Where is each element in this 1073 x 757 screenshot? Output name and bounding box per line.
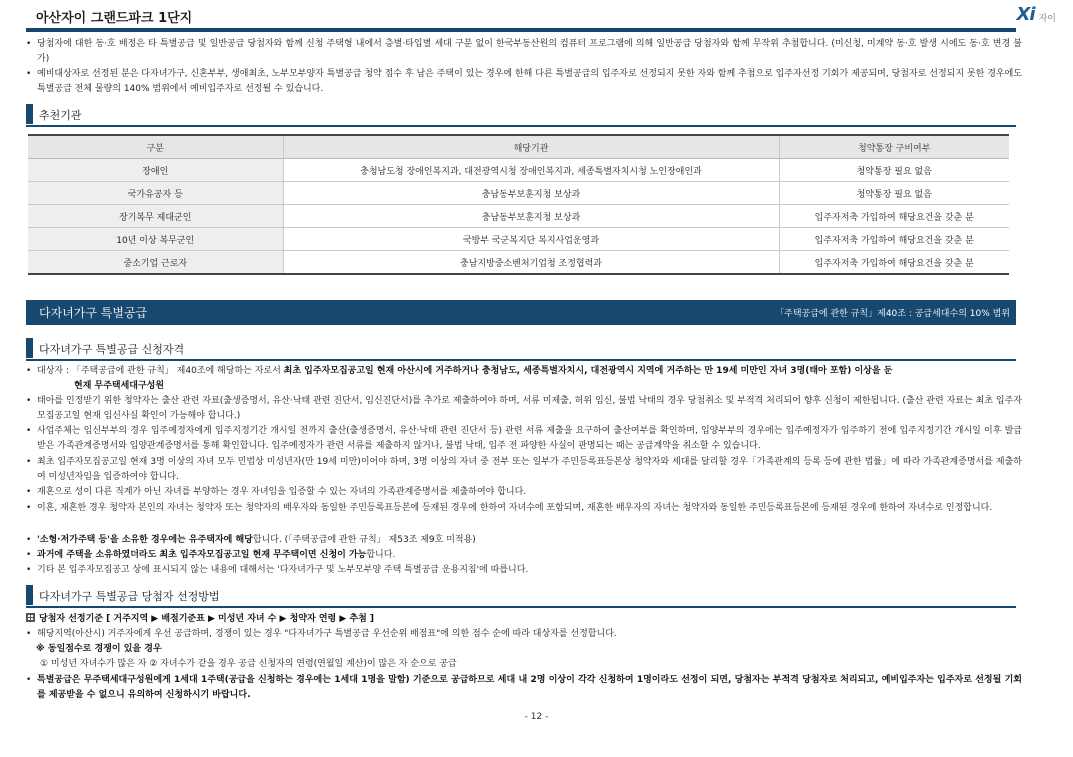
bullet-icon: • (26, 550, 32, 560)
bullet-icon: • (26, 487, 32, 497)
multichild-title: 다자녀가구 특별공급 (39, 306, 148, 320)
qual-item-4: • 최초 입주자모집공고일 현재 3명 이상의 자녀 모두 민법상 미성년자(만 19세 미만)이어야 하며, 3명 이상의 자녀 중 전부 또는 일부가 주민등록표등본상 청약자와 세대를 달리할 경우「가족관계의 등록 등에 관한 법률」에 따라 가족관계증명서를 제출하여 미성년자임을 입증하여야 합니다. (26, 457, 1022, 482)
table-cell: 청약통장 필요 없음 (779, 182, 1009, 205)
table-row (28, 182, 1009, 205)
table-row (28, 205, 1009, 228)
table-cell: 10년 이상 복무군인 (28, 228, 283, 251)
recommend-title: 추천기관 (39, 109, 82, 122)
qual-item-5: • 재혼으로 성이 다른 직계가 아닌 자녀를 부양하는 경우 자녀임을 입증할 수 있는 자녀의 가족관계증명서를 제출하여야 합니다. (26, 485, 1022, 500)
header-rule (26, 28, 1016, 32)
recommend-section-header (26, 103, 1016, 127)
bullet-icon: • (26, 675, 32, 685)
table-cell: 장애인 (28, 159, 283, 182)
qualification-section-header (26, 337, 1016, 361)
selection-title: 다자녀가구 특별공급 당첨자 선정방법 (39, 590, 220, 603)
bullet-icon: • (26, 366, 32, 376)
qual-item-6: • 이혼, 재혼한 경우 청약자 본인의 자녀는 청약자 또는 청약자의 배우자와 동일한 주민등록표등본에 등재된 경우에 한하여 자녀수에 포함되며, 재혼한 배우자의 자녀는 청약자와 동일한 주민등록표등본에 등재된 경우에 한하여 자녀수로 인정합니다. (26, 501, 1022, 516)
table-cell: 국가유공자 등 (28, 182, 283, 205)
table-cell: 장기복무 제대군인 (28, 205, 283, 228)
select-item-1: • 해당지역(아산시) 거주자에게 우선 공급하며, 경쟁이 있는 경우 "다자녀가구 특별공급 우선순위 배점표"에 의한 점수 순에 따라 대상자를 선정합니다. (26, 627, 1022, 642)
select-item-2: • 특별공급은 무주택세대구성원에게 1세대 1주택(공급을 신청하는 경우에는 1세대 1명을 말함) 기준으로 공급하므로 세대 내 2명 이상이 각각 신청하여 1명이라도 선정이 되면, 당첨자는 부적격 당첨자로 처리되고, 예비입주자는 입주자로 선정될 기회를 제공받을 수 없으니 유의하여 신청하시기 바랍니다. (26, 675, 1022, 700)
document-title: 아산자이 그랜드파크 1단지 (36, 11, 193, 26)
table-cell: 입주자저축 가입하여 해당요건을 갖춘 분 (779, 205, 1009, 228)
section-accent (26, 585, 33, 605)
table-row (28, 159, 1009, 182)
bullet-icon: • (26, 396, 32, 406)
table-cell: 입주자저축 가입하여 해당요건을 갖춘 분 (779, 228, 1009, 251)
select-order: ① 미성년 자녀수가 많은 자 ② 자녀수가 같을 경우 공급 신청자의 연령(연월일 계산)이 많은 자 순으로 공급 (40, 659, 457, 669)
selection-section-header (26, 584, 1016, 608)
qualification-title: 다자녀가구 특별공급 신청자격 (39, 343, 185, 356)
select-note: ※ 동일점수로 경쟁이 있을 경우 (36, 644, 162, 654)
section-accent (26, 338, 33, 358)
table-cell: 입주자저축 가입하여 해당요건을 갖춘 분 (779, 251, 1009, 275)
intro-item-1: • 당첨자에 대한 동·호 배정은 타 특별공급 및 일반공급 당첨자와 함께 신청 주택형 내에서 층별·타입별 세대 구분 없이 한국부동산원의 컴퓨터 프로그램에 의해 일반공급 당첨자와 함께 무작위 추첨합니다. (미신청, 미계약 동·호 발생 시에도 동·호 변경 불가) (26, 39, 1022, 64)
qual-item-3: • 사업주체는 임신부부의 경우 입주예정자에게 입주지정기간 개시일 전까지 출산(출생증명서, 유산·낙태 관련 진단서 등) 관련 서류 제출을 요구하여 출산여부를 확인하며, 입양부부의 경우에는 입주예정자가 입주하기 전에 입주지정기간 개시일 이후 발급받은 가족관계증명서와 입양관계증명서를 통해 확인합니다. 입주예정자가 관련 서류를 제출하지 않거나, 불법 낙태, 입주 전 파양한 사실이 판명되는 때는 공급계약을 취소할 수 있습니다. (26, 426, 1022, 451)
table-row (28, 228, 1009, 251)
bullet-icon: • (26, 426, 32, 436)
xi-logo-sub: 자이 (1038, 13, 1056, 24)
table-cell: 충남지방중소벤처기업청 조정협력과 (283, 251, 779, 275)
recommend-table (28, 136, 1009, 275)
grid-icon (26, 613, 35, 622)
qual-item-1: • 대상자 : 「주택공급에 관한 규칙」 제40조에 해당하는 자로서 최초 입주자모집공고일 현재 아산시에 거주하거나 충청남도, 세종특별자치시, 대전광역시 지역에 거주하는 만 19세 미만인 자녀 3명(태아 포함) 이상을 둔 (26, 364, 1022, 379)
qual-item-9: • 기타 본 입주자모집공고 상에 표시되지 않는 내용에 대해서는 '다자녀가구 및 노부모부양 주택 특별공급 운용지침'에 따릅니다. (26, 563, 1022, 578)
bullet-icon: • (26, 503, 32, 513)
table-cell: 충청남도청 장애인복지과, 대전광역시청 장애인복지과, 세종특별자치시청 노인장애인과 (283, 159, 779, 182)
bullet-icon: • (26, 535, 32, 545)
col-header: 청약통장 구비여부 (779, 136, 1009, 159)
bullet-icon: • (26, 457, 32, 467)
qual-item-2: • 태아를 인정받기 위한 청약자는 출산 관련 자료(출생증명서, 유산·낙태 관련 진단서, 임신진단서)를 추가로 제출하여야 하며, 서류 미제출, 허위 임신, 불법 낙태의 경우 당첨취소 및 부적격 처리되어 향후 신청이 제한됩니다. (출산 관련 자료는 최초 입주자모집공고일 현재 임신사실 확인이 가능해야 합니다.) (26, 396, 1022, 421)
intro-item-2: • 예비대상자로 선정된 분은 다자녀가구, 신혼부부, 생애최초, 노부모부양자 특별공급 청약 접수 후 남은 주택이 있는 경우에 한해 다른 특별공급의 입주자로 선정되지 못한 자와 함께 추첨으로 입주자선정 기회가 제공되며, 당첨자로 선정되지 못한 경우에도 특별공급 전체 물량의 140% 범위에서 예비입주자로 선정될 수 있습니다. (26, 69, 1022, 94)
qual-item-1-cont: 현재 무주택세대구성원 (74, 381, 165, 391)
bullet-icon: • (26, 69, 32, 79)
table-header-row (28, 136, 1009, 159)
table-cell: 청약통장 필요 없음 (779, 159, 1009, 182)
table-cell: 중소기업 근로자 (28, 251, 283, 275)
bullet-icon: • (26, 565, 32, 575)
section-accent (26, 104, 33, 124)
page-number: - 12 - (524, 712, 549, 722)
xi-logo (1017, 2, 1056, 26)
table-row (28, 251, 1009, 275)
qual-item-7: • '소형·저가주택 등'을 소유한 경우에는 유주택자에 해당합니다. (「주택공급에 관한 규칙」 제53조 제9호 미적용) (26, 533, 1022, 548)
table-cell: 충남동부보훈지청 보상과 (283, 182, 779, 205)
col-header: 구분 (28, 136, 283, 159)
xi-logo-mark: Xi (1016, 3, 1035, 25)
table-cell: 국방부 국군복지단 복지사업운영과 (283, 228, 779, 251)
multichild-note: 「주택공급에 관한 규칙」제40조 : 공급세대수의 10% 범위 (775, 309, 1010, 319)
bullet-icon: • (26, 39, 32, 49)
qual-item-8: • 과거에 주택을 소유하였더라도 최초 입주자모집공고일 현재 무주택이면 신청이 가능합니다. (26, 548, 1022, 563)
selection-criteria: 당첨자 선정기준 [ 거주지역 ▶ 배점기준표 ▶ 미성년 자녀 수 ▶ 청약자 연령 ▶ 추첨 ] (26, 611, 374, 624)
multichild-section-bar (26, 300, 1016, 325)
bullet-icon: • (26, 629, 32, 639)
col-header: 해당기관 (283, 136, 779, 159)
table-cell: 충남동부보훈지청 보상과 (283, 205, 779, 228)
